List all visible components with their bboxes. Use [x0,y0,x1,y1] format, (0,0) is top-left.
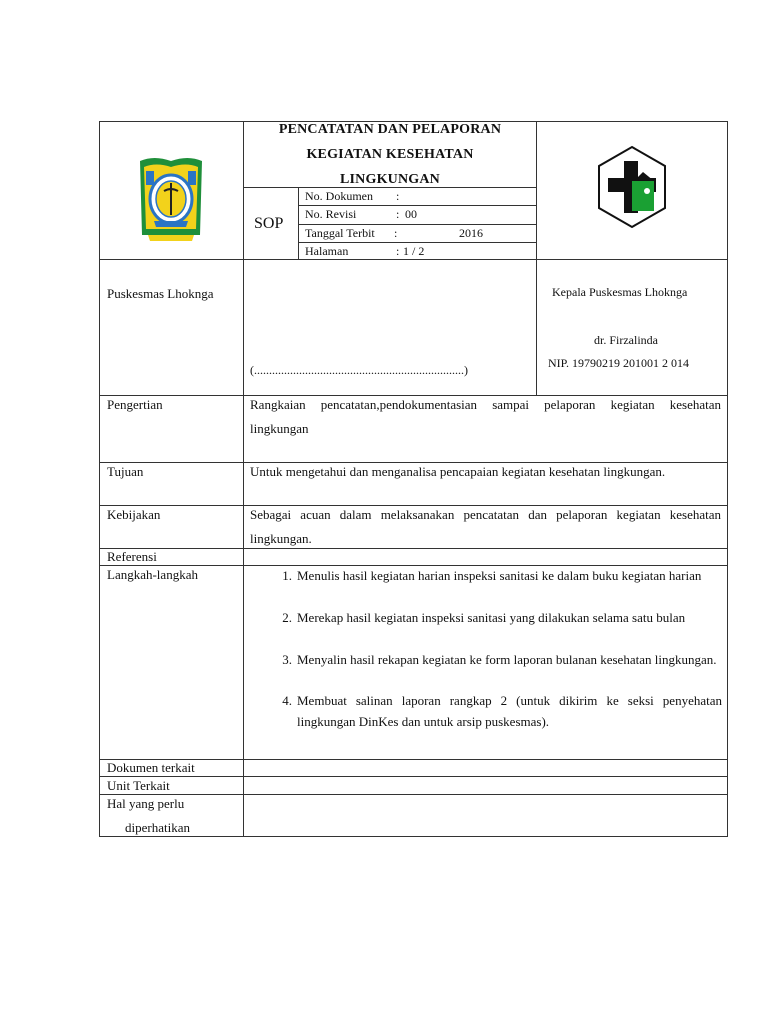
meta-tanggal-terbit-label: Tanggal Terbit [305,226,375,240]
head-nip: NIP. 19790219 201001 2 014 [548,356,690,370]
divider [99,776,728,777]
puskesmas-cross-emblem-icon [596,145,668,229]
head-title: Kepala Puskesmas Lhoknga [552,285,688,299]
meta-no-dokumen-sep: : [396,189,400,203]
text-tujuan: Untuk mengetahui dan menganalisa pencapaian kegiatan kesehatan lingkungan. [250,464,666,479]
divider [99,259,728,260]
meta-no-revisi-value: 00 [405,207,417,221]
meta-no-dokumen-label: No. Dokumen [305,189,373,203]
divider [298,187,299,259]
document-title-line-2: KEGIATAN KESEHATAN [306,147,474,162]
meta-tanggal-terbit-sep: : [394,226,398,240]
head-name: dr. Firzalinda [594,333,658,347]
meta-no-revisi-sep: : [396,207,400,221]
org-name: Puskesmas Lhoknga [107,286,214,301]
document-title-line-1: PENCATATAN DAN PELAPORAN [278,122,502,137]
label-pengertian: Pengertian [107,397,163,412]
signature-dots: (......................................................................) [250,363,468,377]
step-text: Menyalin hasil rekapan kegiatan ke form laporan bulanan kesehatan lingkungan. [297,652,717,667]
step-number: 2. [282,610,292,625]
list-item [272,690,722,732]
label-referensi: Referensi [107,549,157,564]
label-kebijakan: Kebijakan [107,507,161,522]
label-unit-terkait: Unit Terkait [107,778,170,793]
sop-label: SOP [254,215,284,232]
divider [99,794,728,795]
document-title-line-3: LINGKUNGAN [339,172,440,187]
meta-halaman-sep: : [396,244,400,258]
list-item [272,565,722,586]
label-hal-perlu-line-2: diperhatikan [125,820,190,835]
label-langkah: Langkah-langkah [107,567,198,582]
divider [536,121,537,395]
step-text: Menulis hasil kegiatan harian inspeksi sanitasi ke dalam buku kegiatan harian [297,568,702,583]
list-item [272,649,722,670]
step-number: 3. [282,652,292,667]
list-item [272,607,722,628]
step-text: Membuat salinan laporan rangkap 2 (untuk dikirim ke seksi penyehatan lingkungan DinKes dan untuk arsip puskesmas). [297,693,722,729]
meta-halaman-label: Halaman [305,244,349,258]
divider [243,121,244,837]
text-pengertian: Rangkaian pencatatan,pendokumentasian sampai pelaporan kegiatan kesehatan lingkungan [250,397,721,436]
meta-no-revisi-label: No. Revisi [305,207,357,221]
meta-halaman-value: 1 / 2 [403,244,425,258]
step-number: 1. [282,568,292,583]
step-number: 4. [282,693,292,708]
label-dokumen-terkait: Dokumen terkait [107,760,195,775]
meta-tanggal-terbit-value: 2016 [459,226,483,240]
step-text: Merekap hasil kegiatan inspeksi sanitasi yang dilakukan selama satu bulan [297,610,686,625]
label-tujuan: Tujuan [107,464,144,479]
aceh-besar-emblem-icon [134,155,208,243]
text-kebijakan: Sebagai acuan dalam melaksanakan pencatatan dan pelaporan kegiatan kesehatan lingkungan. [250,507,721,546]
label-hal-perlu-line-1: Hal yang perlu [107,796,185,811]
